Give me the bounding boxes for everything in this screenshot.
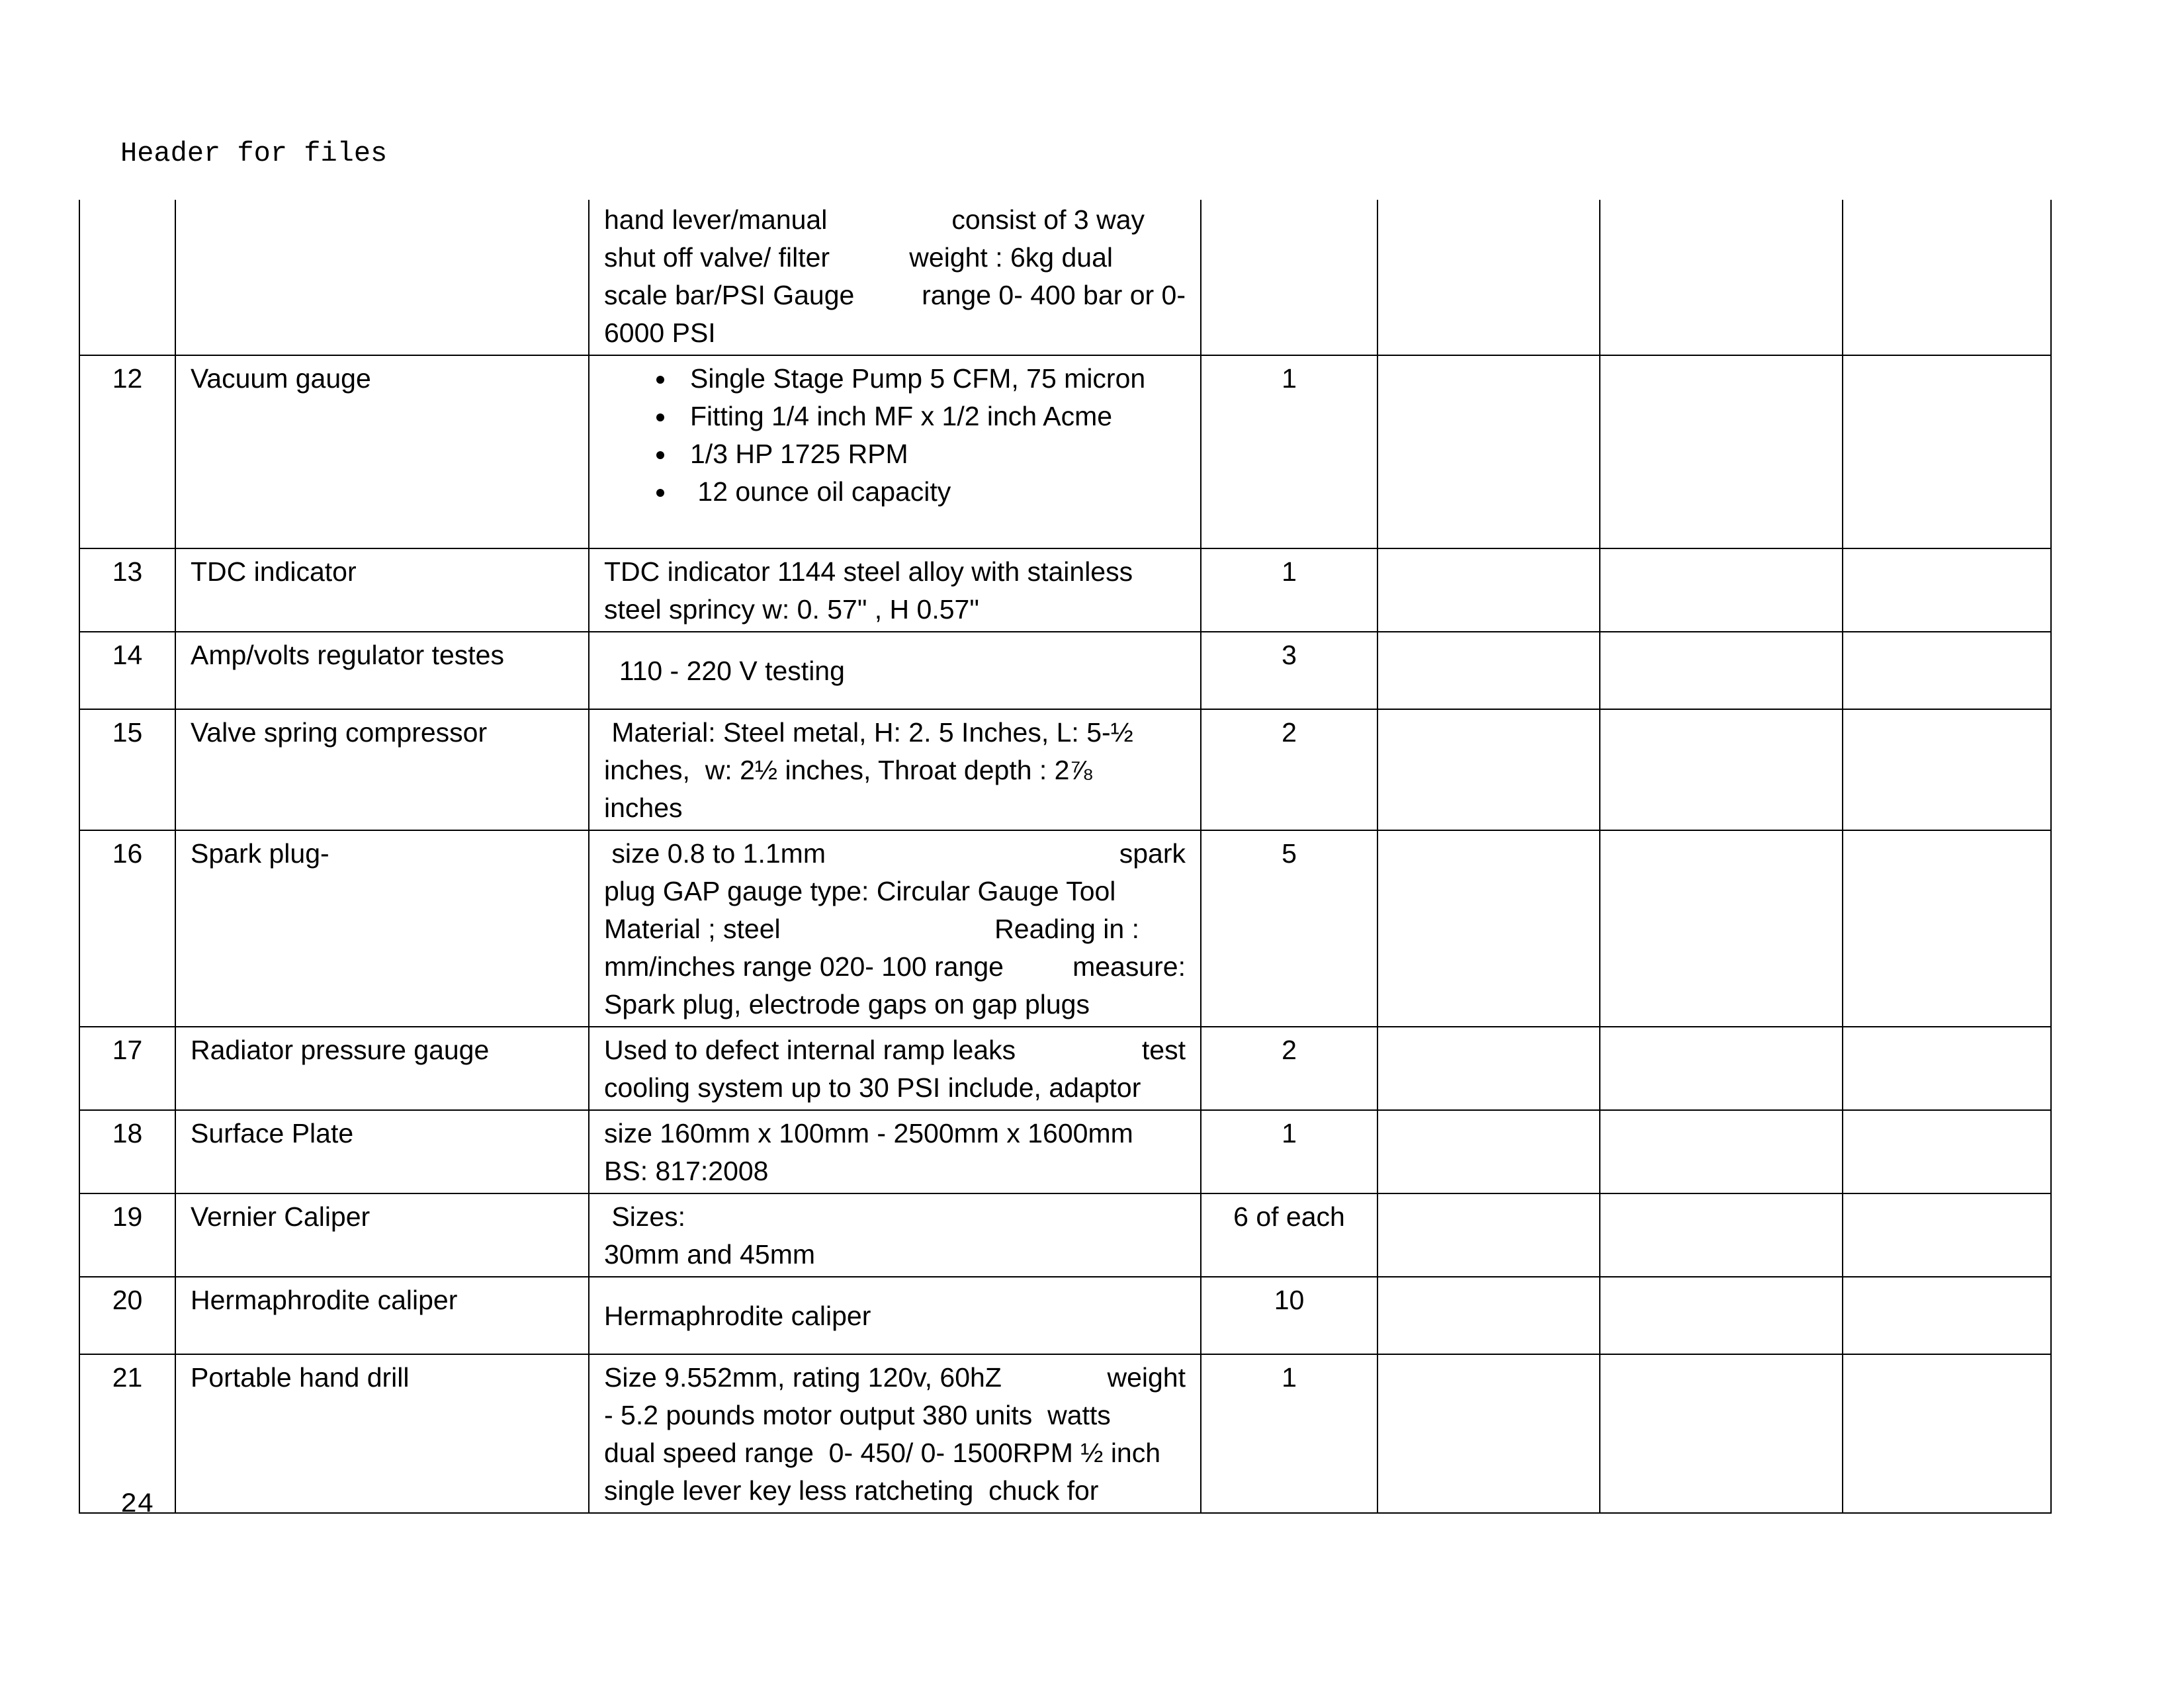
cell-description [589,1354,1201,1513]
desc-line: mm/inches range 020- 100 range measure: [604,951,1186,982]
cell-empty [1600,200,1843,355]
table-row [79,548,2051,632]
cell-description [589,548,1201,632]
desc-line: Material: Steel metal, H: 2. 5 Inches, L: 5-½ [604,717,1133,748]
cell-empty [1600,1193,1843,1277]
cell-qty: 1 [1201,1110,1377,1193]
table-row [79,632,2051,709]
list-item: • 12 ounce oil capacity [677,473,1186,511]
table-row [79,1354,2051,1513]
cell-qty: 2 [1201,709,1377,830]
cell-item: Hermaphrodite caliper [175,1277,589,1354]
desc-line: Size 9.552mm, rating 120v, 60hZ weight [604,1362,1186,1393]
table-row [79,830,2051,1027]
cell-empty [1377,548,1600,632]
cell-item: Vernier Caliper [175,1193,589,1277]
desc-line: Material ; steel Reading in : [604,914,1139,944]
cell-no: 14 [79,632,175,709]
desc-line: shut off valve/ filter weight : 6kg dual [604,242,1113,273]
cell-empty [1843,355,2051,548]
cell-description [589,632,1201,709]
cell-empty [1843,830,2051,1027]
cell-no: 18 [79,1110,175,1193]
desc-line: 30mm and 45mm [604,1239,816,1270]
desc-line: hand lever/manual consist of 3 way [604,204,1145,235]
desc-line: inches [604,793,683,823]
desc-line: Used to defect internal ramp leaks test [604,1035,1186,1065]
cell-empty [1377,709,1600,830]
list-item: • 1/3 HP 1725 RPM [677,435,1186,473]
cell-qty [1201,200,1377,355]
cell-description [589,830,1201,1027]
desc-line: BS: 817:2008 [604,1156,769,1186]
cell-no: 15 [79,709,175,830]
desc-line: Sizes: [604,1201,686,1232]
cell-no [79,200,175,355]
cell-empty [1843,200,2051,355]
cell-description [589,355,1201,548]
cell-qty: 2 [1201,1027,1377,1110]
table-row [79,355,2051,548]
desc-line: dual speed range 0- 450/ 0- 1500RPM ½ inch [604,1438,1161,1468]
cell-item: Amp/volts regulator testes [175,632,589,709]
desc-line: 6000 PSI [604,318,716,348]
cell-empty [1600,1354,1843,1513]
cell-no: 16 [79,830,175,1027]
cell-item: Vacuum gauge [175,355,589,548]
page-number: 24 [120,1489,154,1520]
cell-empty [1377,355,1600,548]
cell-empty [1843,632,2051,709]
cell-empty [1600,1110,1843,1193]
cell-empty [1843,1193,2051,1277]
cell-empty [1600,1277,1843,1354]
cell-description [589,1027,1201,1110]
cell-item: Surface Plate [175,1110,589,1193]
cell-item: Valve spring compressor [175,709,589,830]
desc-line: 110 - 220 V testing [604,656,845,686]
cell-empty [1600,1027,1843,1110]
page-header: Header for files [120,138,388,169]
cell-empty [1377,1277,1600,1354]
cell-empty [1843,709,2051,830]
cell-description [589,709,1201,830]
desc-line: - 5.2 pounds motor output 380 units watts [604,1400,1111,1430]
desc-line: scale bar/PSI Gauge range 0- 400 bar or 0- [604,280,1186,310]
cell-empty [1377,1110,1600,1193]
cell-item: Radiator pressure gauge [175,1027,589,1110]
desc-line: inches, w: 2½ inches, Throat depth : 2⅞ [604,755,1092,785]
cell-qty: 5 [1201,830,1377,1027]
cell-no: 19 [79,1193,175,1277]
cell-description [589,200,1201,355]
cell-no: 13 [79,548,175,632]
cell-qty: 6 of each [1201,1193,1377,1277]
desc-line: single lever key less ratcheting chuck for [604,1475,1099,1506]
bullet-list [604,360,1186,511]
equipment-spec-table [79,200,2052,1514]
desc-line: steel sprincy w: 0. 57" , H 0.57" [604,594,979,625]
cell-empty [1600,632,1843,709]
cell-description [589,1110,1201,1193]
cell-empty [1377,830,1600,1027]
cell-empty [1377,632,1600,709]
table-row-continued [79,200,2051,355]
cell-description [589,1277,1201,1354]
cell-qty: 1 [1201,355,1377,548]
cell-empty [1600,709,1843,830]
cell-qty: 10 [1201,1277,1377,1354]
cell-empty [1600,548,1843,632]
cell-item: Portable hand drill [175,1354,589,1513]
table-row [79,1110,2051,1193]
cell-no: 20 [79,1277,175,1354]
cell-no: 17 [79,1027,175,1110]
cell-qty: 1 [1201,548,1377,632]
cell-empty [1377,1193,1600,1277]
cell-item: Spark plug- [175,830,589,1027]
table-row [79,709,2051,830]
table-row [79,1193,2051,1277]
table-row [79,1277,2051,1354]
cell-empty [1377,200,1600,355]
cell-item [175,200,589,355]
desc-line: Hermaphrodite caliper [604,1301,871,1331]
cell-no: 12 [79,355,175,548]
cell-qty: 3 [1201,632,1377,709]
cell-empty [1843,1354,2051,1513]
cell-item: TDC indicator [175,548,589,632]
cell-empty [1843,548,2051,632]
cell-empty [1377,1354,1600,1513]
desc-line: size 160mm x 100mm - 2500mm x 1600mm [604,1118,1133,1148]
desc-line: size 0.8 to 1.1mm spark [604,838,1186,869]
desc-line: cooling system up to 30 PSI include, adaptor [604,1072,1141,1103]
desc-line: Spark plug, electrode gaps on gap plugs [604,989,1090,1019]
cell-empty [1600,830,1843,1027]
cell-empty [1843,1110,2051,1193]
cell-description [589,1193,1201,1277]
list-item: • Single Stage Pump 5 CFM, 75 micron [677,360,1186,398]
cell-empty [1377,1027,1600,1110]
cell-empty [1600,355,1843,548]
desc-line: TDC indicator 1144 steel alloy with stainless [604,556,1133,587]
cell-empty [1843,1027,2051,1110]
desc-line: plug GAP gauge type: Circular Gauge Tool [604,876,1116,906]
list-item: • Fitting 1/4 inch MF x 1/2 inch Acme [677,398,1186,435]
cell-qty: 1 [1201,1354,1377,1513]
table-row [79,1027,2051,1110]
cell-no: 21 [79,1354,175,1513]
cell-empty [1843,1277,2051,1354]
